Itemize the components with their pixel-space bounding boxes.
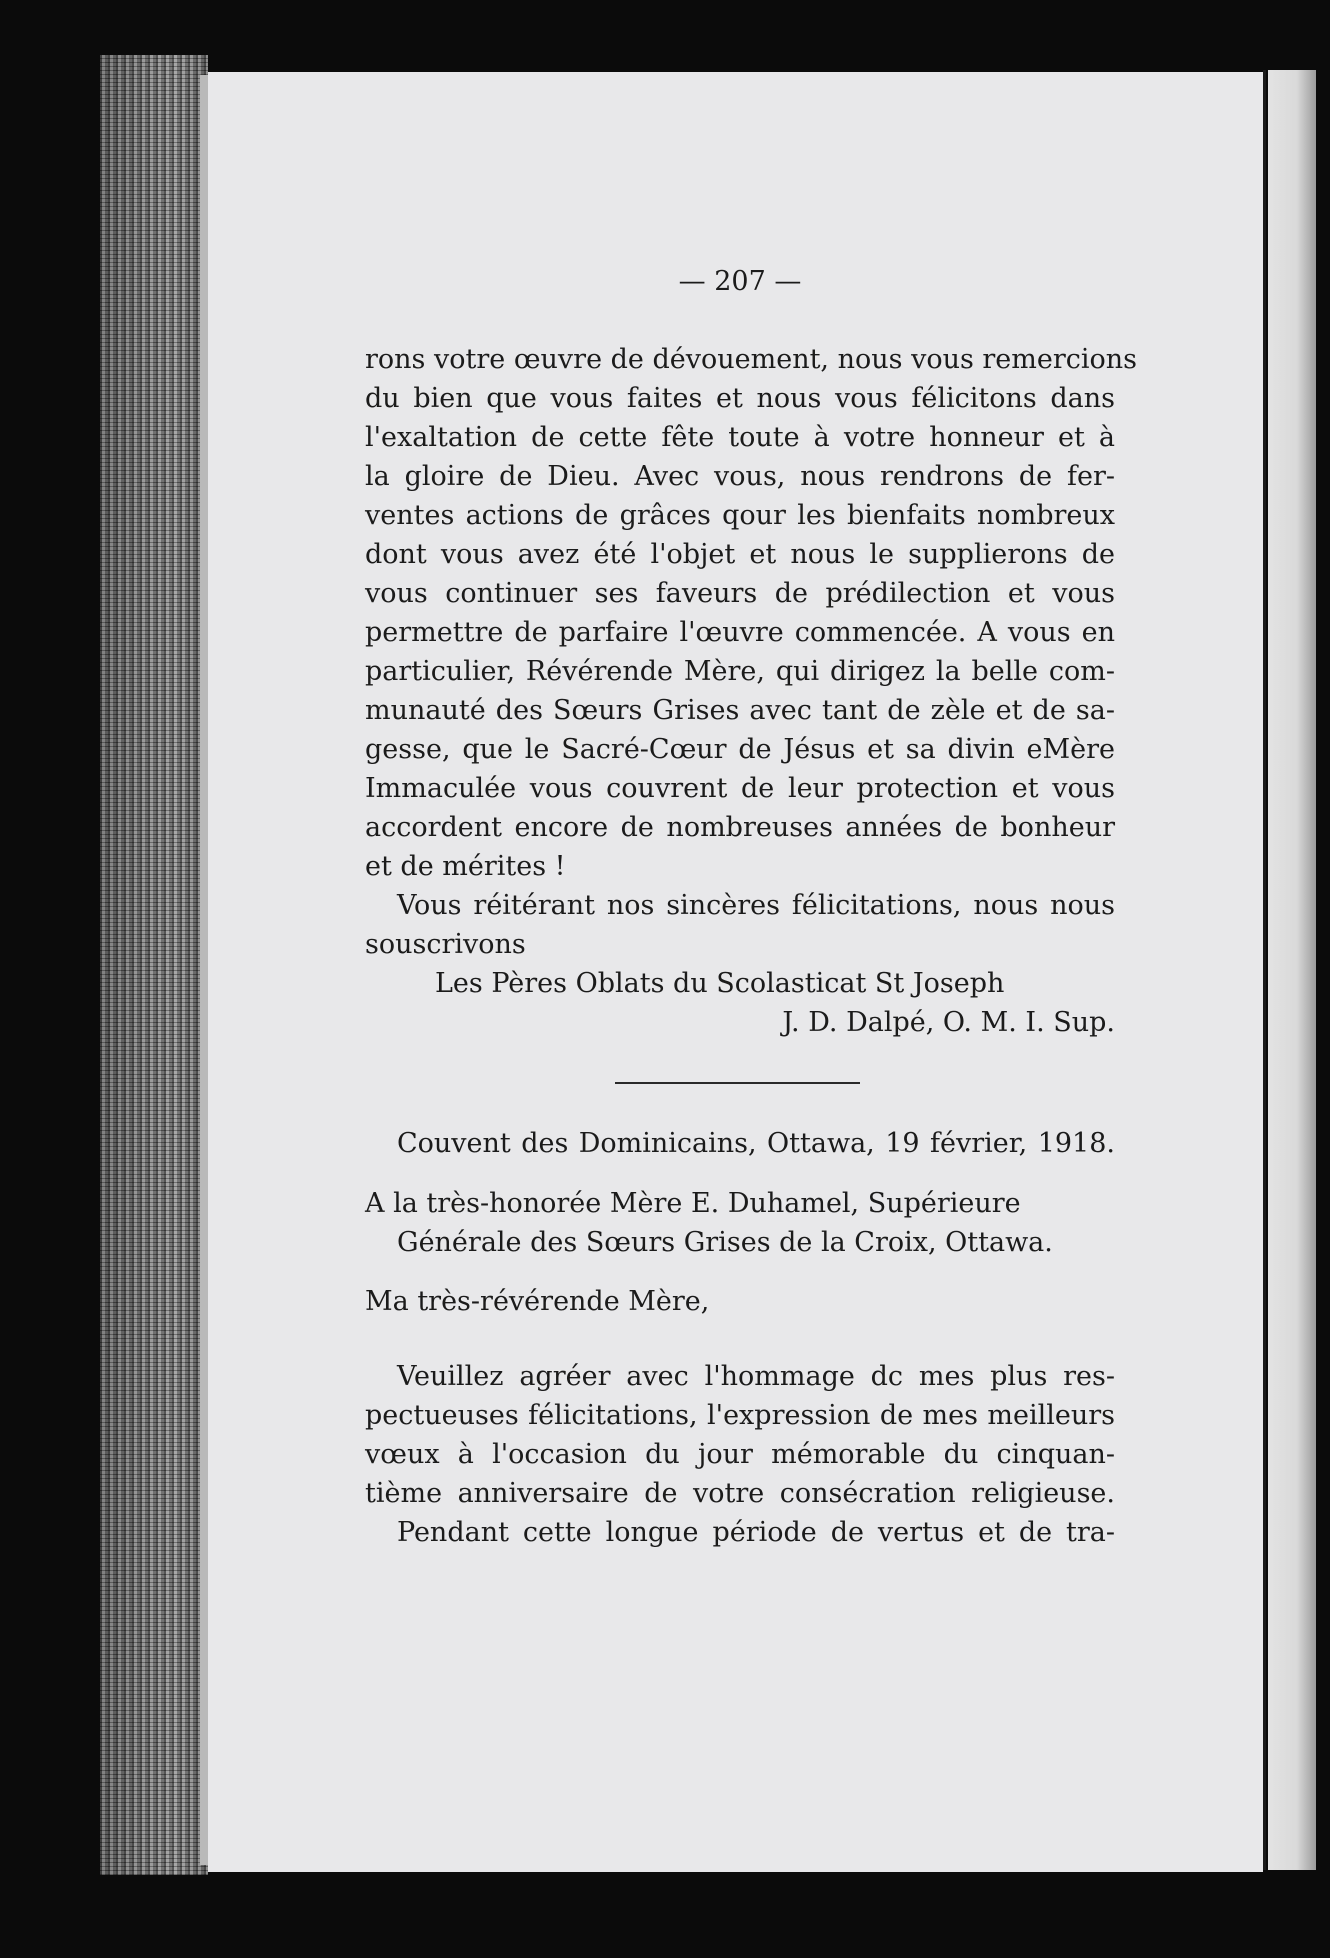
text-line: et de mérites ! [365, 851, 566, 882]
letter-body [365, 1357, 1115, 1552]
text-line: Pendant cette longue période de vertus et de tra- [397, 1517, 1115, 1548]
book-spine [100, 55, 208, 1875]
section-separator [615, 1082, 860, 1084]
closing-line: Vous réitérant nos sincères félicitations, nous nous [397, 890, 1115, 921]
text-line: tième anniversaire de votre consécration religieuse. [365, 1478, 1115, 1509]
page-edge-shadow [1263, 70, 1266, 1870]
salutation: Ma très-révérende Mère, [365, 1286, 710, 1317]
signature-organization: Les Pères Oblats du Scolasticat St Joseph [435, 968, 1005, 999]
printed-page [208, 72, 1263, 1872]
letter-salutation [365, 1282, 1115, 1321]
text-line: rons votre œuvre de dévouement, nous vous remercions [365, 344, 1138, 375]
dateline: Couvent des Dominicains, Ottawa, 19 février, 1918. [397, 1128, 1115, 1159]
address-line: Générale des Sœurs Grises de la Croix, Ottawa. [397, 1227, 1053, 1258]
page-number: — 207 — [678, 266, 802, 297]
text-line: du bien que vous faites et nous vous félicitons dans [365, 383, 1115, 414]
text-line: vous continuer ses faveurs de prédilection et vous [365, 578, 1115, 609]
text-line: accordent encore de nombreuses années de bonheur [365, 812, 1115, 843]
letter-dominicains [365, 1124, 1115, 1163]
signature-name: J. D. Dalpé, O. M. I. Sup. [782, 1007, 1115, 1038]
text-line: pectueuses félicitations, l'expression de mes meilleurs [365, 1400, 1115, 1431]
text-line: la gloire de Dieu. Avec vous, nous rendrons de fer- [365, 461, 1115, 492]
letter-address [365, 1184, 1115, 1262]
text-line: Immaculée vous couvrent de leur protection et vous [365, 773, 1115, 804]
text-line: Veuillez agréer avec l'hommage dc mes plus res- [397, 1361, 1115, 1392]
text-line: particulier, Révérende Mère, qui dirigez la belle com- [365, 656, 1115, 687]
letter-oblats [365, 340, 1138, 1042]
text-line: vœux à l'occasion du jour mémorable du cinquan- [365, 1439, 1115, 1470]
text-line: permettre de parfaire l'œuvre commencée. A vous en [365, 617, 1115, 648]
page-edge [1268, 70, 1316, 1870]
text-line: gesse, que le Sacré-Cœur de Jésus et sa divin eMère [365, 734, 1115, 765]
text-line: munauté des Sœurs Grises avec tant de zèle et de sa- [365, 695, 1115, 726]
address-line: A la très-honorée Mère E. Duhamel, Supérieure [365, 1188, 1021, 1219]
text-line: l'exaltation de cette fête toute à votre honneur et à [365, 422, 1115, 453]
text-line: ventes actions de grâces qour les bienfaits nombreux [365, 500, 1115, 531]
closing-line: souscrivons [365, 929, 526, 960]
text-line: dont vous avez été l'objet et nous le supplierons de [365, 539, 1115, 570]
